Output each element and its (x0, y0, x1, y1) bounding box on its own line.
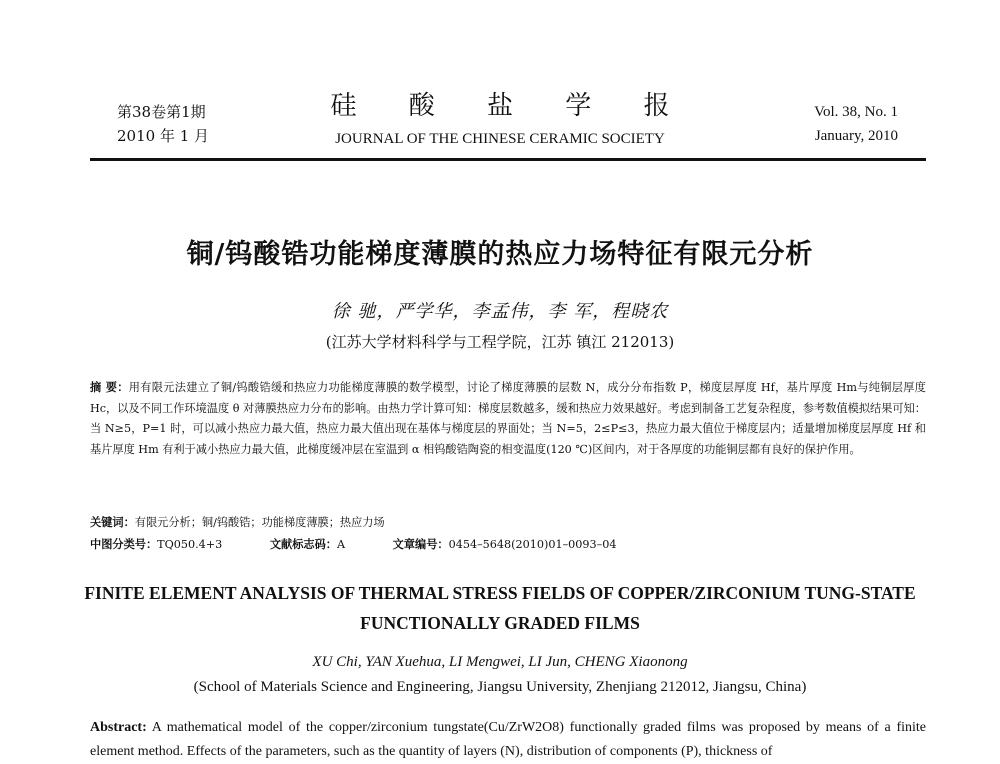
header-divider (90, 158, 926, 161)
clc-value: TQ050.4+3 (157, 538, 223, 551)
doc-code-label: 文献标志码： (269, 537, 337, 551)
article-no-label: 文章编号： (392, 537, 449, 551)
classification-line (90, 534, 660, 555)
paper-title-cn: 铜/钨酸锆功能梯度薄膜的热应力场特征有限元分析 (186, 239, 814, 270)
abstract-cn-text: 用有限元法建立了铜/钨酸锆缓和热应力功能梯度薄膜的数学模型，讨论了梯度薄膜的层数 N，成分分布指数 P，梯度层厚度 Hf，基片厚度 Hm与纯铜层厚度 Hc，以及不同工作环境温度 θ 对薄膜热应力分布的影响。由热力学计算可知：梯度层数越多，缓和热应力效果越好。考虑到制备工艺复杂程度，参考数值模拟结果可知：当 N≥5，P=1 时，可以减小热应力最大值，热应力最大值出现在基体与梯度层的界面处；当 N=5，2≤P≤3，热应力最大值位于梯度层内；适量增加梯度层厚度 Hf 和基片厚度 Hm 有利于减小热应力最大值，此梯度缓冲层在室温到 α 相钨酸锆陶瓷的相变温度(120 ℃)区间内，对于各厚度的功能铜层都有良好的保护作用。 (90, 381, 926, 456)
abstract-en-text: A mathematical model of the copper/zirconium tungstate(Cu/ZrW2O8) functionally graded films was proposed by means of a finite element method. Effects of the parameters, such as the quantity of layers (N), distribution of components (P), thickness of (90, 720, 926, 759)
volume-issue-en: Vol. 38, No. 1 (814, 104, 898, 120)
journal-title-block (300, 88, 700, 150)
keywords-label: 关键词： (90, 515, 135, 529)
journal-title-en: JOURNAL OF THE CHINESE CERAMIC SOCIETY (335, 131, 665, 147)
keywords-text: 有限元分析；铜/钨酸锆；功能梯度薄膜；热应力场 (134, 516, 385, 529)
abstract-cn-label: 摘 要： (90, 380, 129, 394)
date-cn: 2010 年 1 月 (117, 127, 210, 145)
journal-title-cn: 硅 酸 盐 学 报 (330, 91, 692, 121)
affiliation-en: (School of Materials Science and Engineering, Jiangsu University, Zhenjiang 212012, Jiangsu, China) (193, 679, 807, 695)
journal-issue-en (814, 100, 898, 148)
abstract-en-label: Abstract: (90, 720, 147, 735)
authors-en: XU Chi, YAN Xuehua, LI Mengwei, LI Jun, CHENG Xiaonong (312, 654, 688, 670)
clc-label: 中图分类号： (90, 537, 158, 551)
paper-title-en: FINITE ELEMENT ANALYSIS OF THERMAL STRESS FIELDS OF COPPER/ZIRCONIUM TUNG-STATE FUNCTIONALLY GRADED FILMS (84, 583, 916, 633)
doc-code-value: A (337, 538, 346, 551)
authors-cn: 徐 驰，严学华，李孟伟，李 军，程晓农 (331, 301, 669, 322)
article-no-value: 0454–5648(2010)01–0093–04 (448, 538, 617, 551)
affiliation-cn: (江苏大学材料科学与工程学院，江苏 镇江 212013) (325, 333, 675, 351)
abstract-en (90, 716, 926, 764)
date-en: January, 2010 (814, 128, 898, 144)
journal-issue-cn (117, 100, 209, 148)
keywords (90, 512, 385, 533)
volume-issue-cn: 第38卷第1期 (117, 103, 206, 121)
abstract-cn (90, 377, 926, 460)
